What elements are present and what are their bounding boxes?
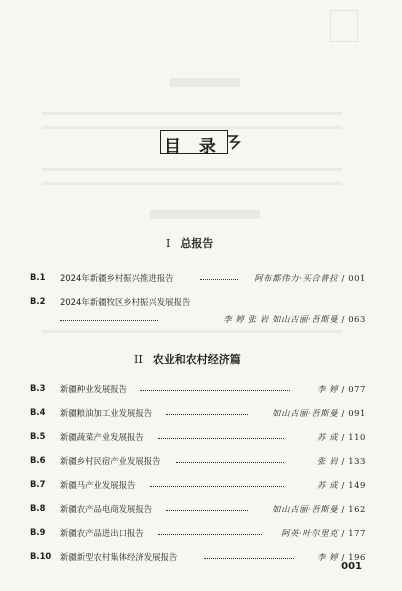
entry-title: 2024年新疆牧区乡村振兴发展报告 xyxy=(60,297,191,307)
toc-entry[interactable] xyxy=(30,431,366,446)
entry-authors: 张 岩 xyxy=(317,456,339,466)
entry-authors: 如山古丽·吾斯曼 xyxy=(272,408,339,418)
entry-title: 2024年新疆乡村振兴推进报告 xyxy=(60,273,174,283)
dot-leader xyxy=(166,414,248,415)
title-flourish-icon xyxy=(226,133,242,151)
dot-leader xyxy=(140,390,290,391)
corner-stamp xyxy=(330,10,358,42)
part-number: II xyxy=(134,353,143,366)
entry-page: 001 xyxy=(348,273,366,283)
entry-meta: 张 岩 / 133 xyxy=(317,456,366,466)
toc-entry[interactable] xyxy=(30,503,366,518)
dot-leader xyxy=(158,438,284,439)
toc-title-block xyxy=(160,130,244,156)
dot-leader xyxy=(158,534,262,535)
entry-meta: 李 婷 / 196 xyxy=(317,552,366,562)
entry-authors: 阿布都伟力·买合普拉 xyxy=(254,273,339,283)
entry-title: 新疆农产品电商发展报告 xyxy=(60,504,153,514)
entry-page: 177 xyxy=(348,528,366,538)
entry-title: 新疆蔬菜产业发展报告 xyxy=(60,432,144,442)
entry-page: 110 xyxy=(348,432,366,442)
entry-code: B.1 xyxy=(30,272,46,282)
toc-entry-continuation[interactable] xyxy=(30,313,366,328)
entry-page: 077 xyxy=(348,384,366,394)
entry-code: B.6 xyxy=(30,455,46,465)
entry-page: 149 xyxy=(348,480,366,490)
part-title: 农业和农村经济篇 xyxy=(152,353,241,366)
entry-authors: 李 婷 xyxy=(317,552,339,562)
dot-leader xyxy=(60,320,158,321)
entry-meta: 阿布都伟力·买合普拉 / 001 xyxy=(254,273,366,283)
dot-leader xyxy=(204,558,294,559)
entry-title: 新疆种业发展报告 xyxy=(60,384,127,394)
dot-leader xyxy=(200,279,238,280)
entry-authors: 阿英·叶尔里克 xyxy=(281,528,339,538)
entry-meta: 如山古丽·吾斯曼 / 162 xyxy=(272,504,366,514)
entry-code: B.7 xyxy=(30,479,46,489)
entry-authors: 如山古丽·吾斯曼 xyxy=(272,504,339,514)
entry-authors: 苏 成 xyxy=(317,480,339,490)
entry-authors: 李 婷 张 岩 如山古丽·吾斯曼 xyxy=(223,314,339,324)
page-number: 001 xyxy=(341,561,362,572)
toc-entry[interactable] xyxy=(30,407,366,422)
entry-title: 新疆新型农村集体经济发展报告 xyxy=(60,552,178,562)
toc-entry[interactable] xyxy=(30,479,366,494)
bleed-through-line xyxy=(42,112,342,115)
toc-entry[interactable] xyxy=(30,527,366,542)
bleed-through-line xyxy=(42,182,342,185)
entry-authors: 苏 成 xyxy=(317,432,339,442)
toc-title: 目 录 xyxy=(164,137,222,157)
dot-leader xyxy=(166,510,248,511)
bleed-through-line xyxy=(42,168,342,171)
entry-page: 091 xyxy=(348,408,366,418)
entry-meta: 如山古丽·吾斯曼 / 091 xyxy=(272,408,366,418)
bleed-through-line xyxy=(42,330,342,333)
entry-page: 063 xyxy=(348,314,366,324)
toc-entry[interactable] xyxy=(30,551,366,566)
entry-meta: 苏 成 / 110 xyxy=(317,432,366,442)
entry-code: B.5 xyxy=(30,431,46,441)
toc-entry[interactable] xyxy=(30,455,366,470)
entry-meta: 李 婷 张 岩 如山古丽·吾斯曼 / 063 xyxy=(223,314,366,324)
entry-page: 133 xyxy=(348,456,366,466)
entry-page: 162 xyxy=(348,504,366,514)
part-heading-general xyxy=(166,235,213,251)
entry-title: 新疆农产品进出口报告 xyxy=(60,528,144,538)
entry-title: 新疆粮油加工业发展报告 xyxy=(60,408,153,418)
bleed-through-line xyxy=(170,78,240,87)
dot-leader xyxy=(176,462,284,463)
entry-code: B.9 xyxy=(30,527,46,537)
entry-page: 196 xyxy=(348,552,366,562)
toc-entry[interactable] xyxy=(30,296,366,311)
entry-meta: 阿英·叶尔里克 / 177 xyxy=(281,528,366,538)
bleed-through-line xyxy=(42,126,342,129)
entry-code: B.2 xyxy=(30,296,46,306)
entry-authors: 李 婷 xyxy=(317,384,339,394)
bleed-through-line xyxy=(150,210,260,219)
entry-code: B.4 xyxy=(30,407,46,417)
part-number: I xyxy=(166,237,171,250)
entry-code: B.8 xyxy=(30,503,46,513)
toc-entry[interactable] xyxy=(30,383,366,398)
entry-code: B.10 xyxy=(30,551,52,561)
toc-entry[interactable] xyxy=(30,272,366,287)
entry-meta: 李 婷 / 077 xyxy=(317,384,366,394)
entry-meta: 苏 成 / 149 xyxy=(317,480,366,490)
entry-title: 新疆马产业发展报告 xyxy=(60,480,136,490)
part-title: 总报告 xyxy=(180,237,214,250)
entry-title: 新疆乡村民宿产业发展报告 xyxy=(60,456,161,466)
part-heading-agriculture xyxy=(134,351,241,367)
dot-leader xyxy=(150,486,284,487)
entry-code: B.3 xyxy=(30,383,46,393)
